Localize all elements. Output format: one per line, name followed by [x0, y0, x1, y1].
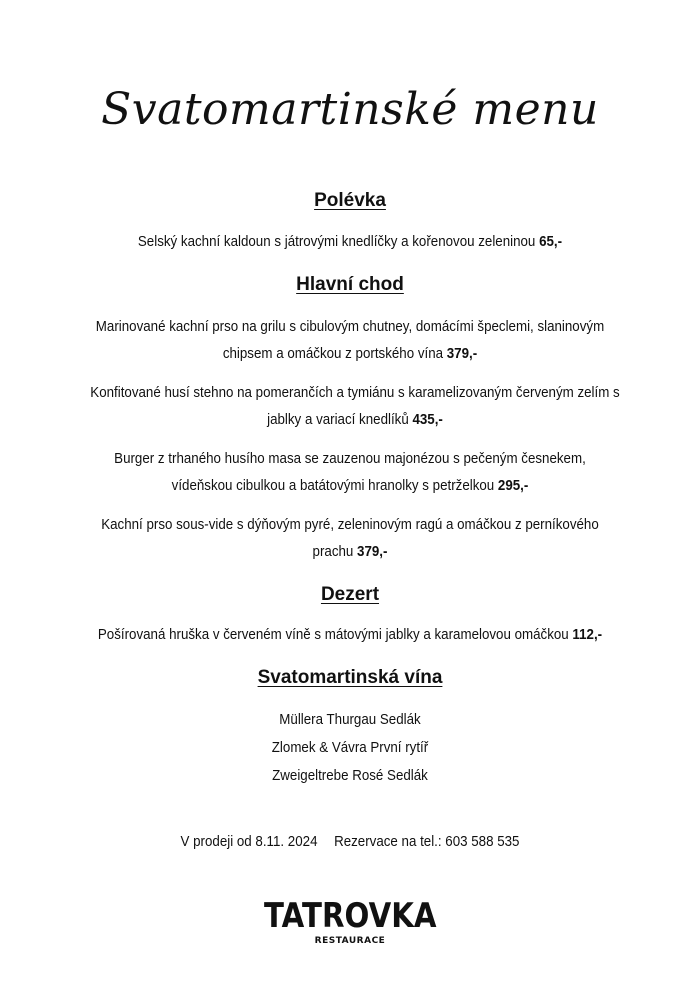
item-price: 435,-: [412, 412, 443, 428]
wine-item: Müllera Thurgau Sedlák: [279, 712, 421, 728]
item-price: 379,-: [446, 346, 478, 362]
menu-item: [92, 229, 607, 256]
sale-date: V prodeji od 8.11. 2024: [180, 834, 318, 850]
item-description: Pošírovaná hruška v červeném víně s mátovými jablky a karamelovou omáčkou: [97, 627, 569, 643]
section-heading-wines: Svatomartinská vína: [257, 667, 443, 688]
menu-item: [83, 314, 617, 368]
section-heading-soup: Polévka: [314, 190, 386, 211]
item-price: 379,-: [357, 544, 388, 560]
reservation-phone: Rezervace na tel.: 603 588 535: [334, 834, 520, 850]
wine-item: Zweigeltrebe Rosé Sedlák: [272, 768, 428, 784]
item-price: 295,-: [497, 478, 529, 494]
menu-item: [92, 446, 607, 500]
item-description: Burger z trhaného husího masa se zauzenou majonézou s pečeným česnekem, vídeňskou cibulkou a batátovými hranolky s petrželkou: [114, 451, 586, 494]
item-description: Selský kachní kaldoun s játrovými knedlíčky a kořenovou zeleninou: [137, 234, 536, 250]
item-description: Konfitované husí stehno na pomerančích a tymiánu s karamelizovaným červeným zelím s jablky a variací knedlíků: [90, 385, 620, 428]
logo-name: TATROVKA: [264, 896, 437, 936]
menu-title: Svatomartinské menu: [101, 84, 599, 135]
item-price: 112,-: [572, 627, 603, 643]
menu-item: [92, 512, 607, 566]
wine-item: Zlomek & Vávra První rytíř: [271, 740, 429, 756]
menu-item: [74, 622, 626, 649]
menu-item: [84, 380, 627, 434]
section-heading-main-course: Hlavní chod: [296, 274, 404, 295]
item-description: Marinované kachní prso na grilu s cibulovým chutney, domácími špeclemi, slaninovým chipsem a omáčkou z portského vína: [95, 319, 605, 362]
restaurant-logo: [250, 898, 450, 946]
footer-info: [28, 834, 672, 850]
item-description: Kachní prso sous-vide s dýňovým pyré, zeleninovým ragú a omáčkou z perníkového prachu: [101, 517, 599, 560]
section-heading-dessert: Dezert: [320, 584, 380, 605]
item-price: 65,-: [539, 234, 563, 250]
logo-subtitle: RESTAURACE: [314, 936, 386, 946]
